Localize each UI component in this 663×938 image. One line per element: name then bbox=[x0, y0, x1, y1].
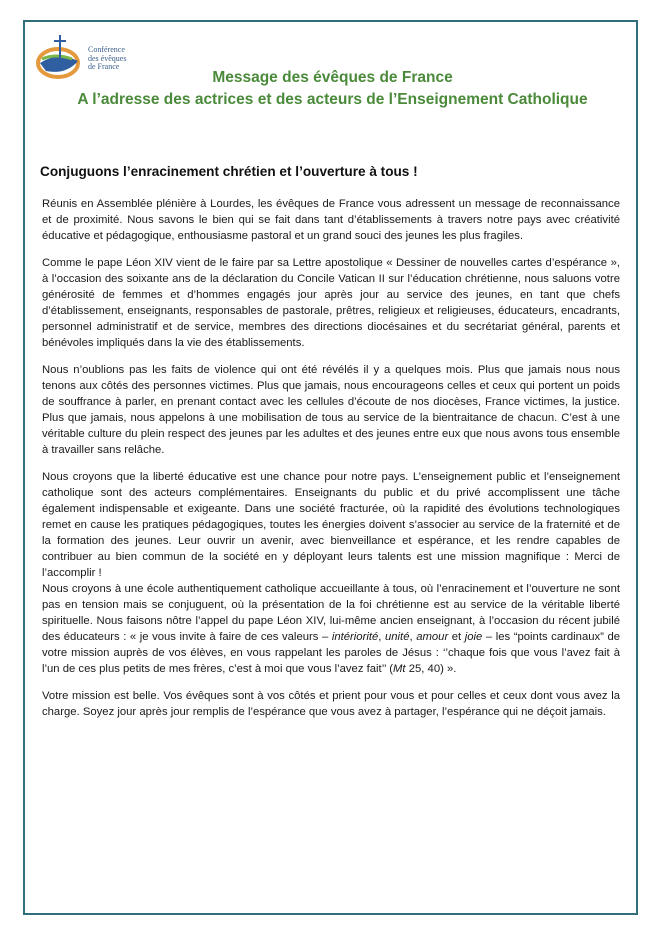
p5-emphasis-interiorite: intériorité bbox=[331, 631, 379, 643]
paragraph-5 bbox=[42, 581, 620, 677]
paragraph-3: Nous n’oublions pas les faits de violence qui ont été révélés il y a quelques mois. Plus que jamais nous nous tenons aux côtés des personnes victimes. Plus que jamais, nous encourageons celles et ceux qui portent un poids de souffrance à parler, en prenant contact avec les cellules d’écoute de nos diocèses, France victimes, la justice. Plus que jamais, nous appelons à une mobilisation de tous au service de la bientraitance de chacun. C’est à une véritable culture du plein respect des jeunes par les adultes et des jeunes entre eux que nous avons tous ensemble à travailler sans relâche. bbox=[42, 364, 620, 456]
p5-sep2: , bbox=[409, 631, 417, 643]
p5-text-end: 25, 40) ». bbox=[405, 663, 457, 675]
p5-sep3: et bbox=[448, 631, 465, 643]
p5-emphasis-mt: Mt bbox=[393, 663, 406, 675]
paragraph-4: Nous croyons que la liberté éducative est une chance pour notre pays. L’enseignement public et l’enseignement catholique sont des acteurs complémentaires. Enseignants du public et du privé accomplissent une tâche également indispensable et exigeante. Dans une société fracturée, où la rapidité des évolutions technologiques remet en cause les pratiques pédagogiques, toutes les énergies doivent s’associer au service de la fraternité et de la formation des jeunes. Leur ouvrir un avenir, avec bienveillance et espérance, et les rendre capables de contribuer au bien commun de la société en y déployant leurs talents est une mission magnifique : Merci de l’accomplir ! bbox=[42, 471, 620, 579]
paragraph-2: Comme le pape Léon XIV vient de le faire par sa Lettre apostolique « Dessiner de nouvelles cartes d’espérance », à l’occasion des soixante ans de la déclaration du Concile Vatican II sur l’éducation chrétienne, nous saluons votre générosité de femmes et d’hommes engagés jour après jour au service des jeunes, en tant que chefs d’établissement, enseignants, responsables de pastorale, prêtres, religieux et religieuses, éducateurs, encadrants, personnel administratif et de service, membres des directions diocésaines et du secrétariat général, parents et bénévoles impliqués dans la vie des établissements. bbox=[42, 257, 620, 349]
title-line1: Message des évêques de France bbox=[212, 69, 453, 86]
p5-sep1: , bbox=[378, 631, 385, 643]
logo-text-line1: Conférence bbox=[88, 45, 125, 54]
title-line2: A l’adresse des actrices et des acteurs de l’Enseignement Catholique bbox=[77, 91, 588, 108]
logo-text-line2: des évêques bbox=[88, 53, 127, 63]
logo-text-line3: de France bbox=[88, 62, 120, 71]
paragraph-1: Réunis en Assemblée plénière à Lourdes, les évêques de France vous adressent un message de reconnaissance et de proximité. Nous savons le bien qui se fait dans tant d’établissements à travers notre pays avec créativité éducative et pédagogique, enthousiasme pastoral et un grand souci des jeunes les plus fragiles. bbox=[42, 198, 620, 242]
p5-text-start: Nous croyons à une école authentiquement catholique accueillante à tous, où l’enracinement et l’ouverture ne sont pas en tension mais se conjuguent, où la présentation de la foi chrétienne est au service de la véritable liberté spirituelle. Nous faisons nôtre l’appel du pape Léon XIV, lui-même ancien enseignant, à l’occasion du récent jubilé des éducateurs : « je vous invite à faire de ces valeurs – bbox=[42, 583, 620, 643]
paragraph-6: Votre mission est belle. Vos évêques sont à vos côtés et prient pour vous et pour celles et ceux dont vous avez la charge. Soyez jour après jour remplis de l’espérance que vous avez à partager, l’espérance qui ne déçoit jamais. bbox=[42, 690, 620, 718]
section-heading: Conjuguons l’enracinement chrétien et l’ouverture à tous ! bbox=[40, 164, 418, 179]
p5-emphasis-unite: unité bbox=[384, 631, 410, 643]
message-body bbox=[42, 196, 620, 731]
p5-text-mid: – les “points cardinaux” de votre mission auprès de vos élèves, en vous rappelant les paroles de Jésus : ‘’chaque fois que vous l’avez fait à l’un de ces plus petits de mes frères, c’est à moi que vous l’avez fait’’ ( bbox=[42, 631, 621, 675]
p5-emphasis-joie: joie bbox=[464, 631, 483, 643]
p5-emphasis-amour: amour bbox=[416, 631, 449, 643]
